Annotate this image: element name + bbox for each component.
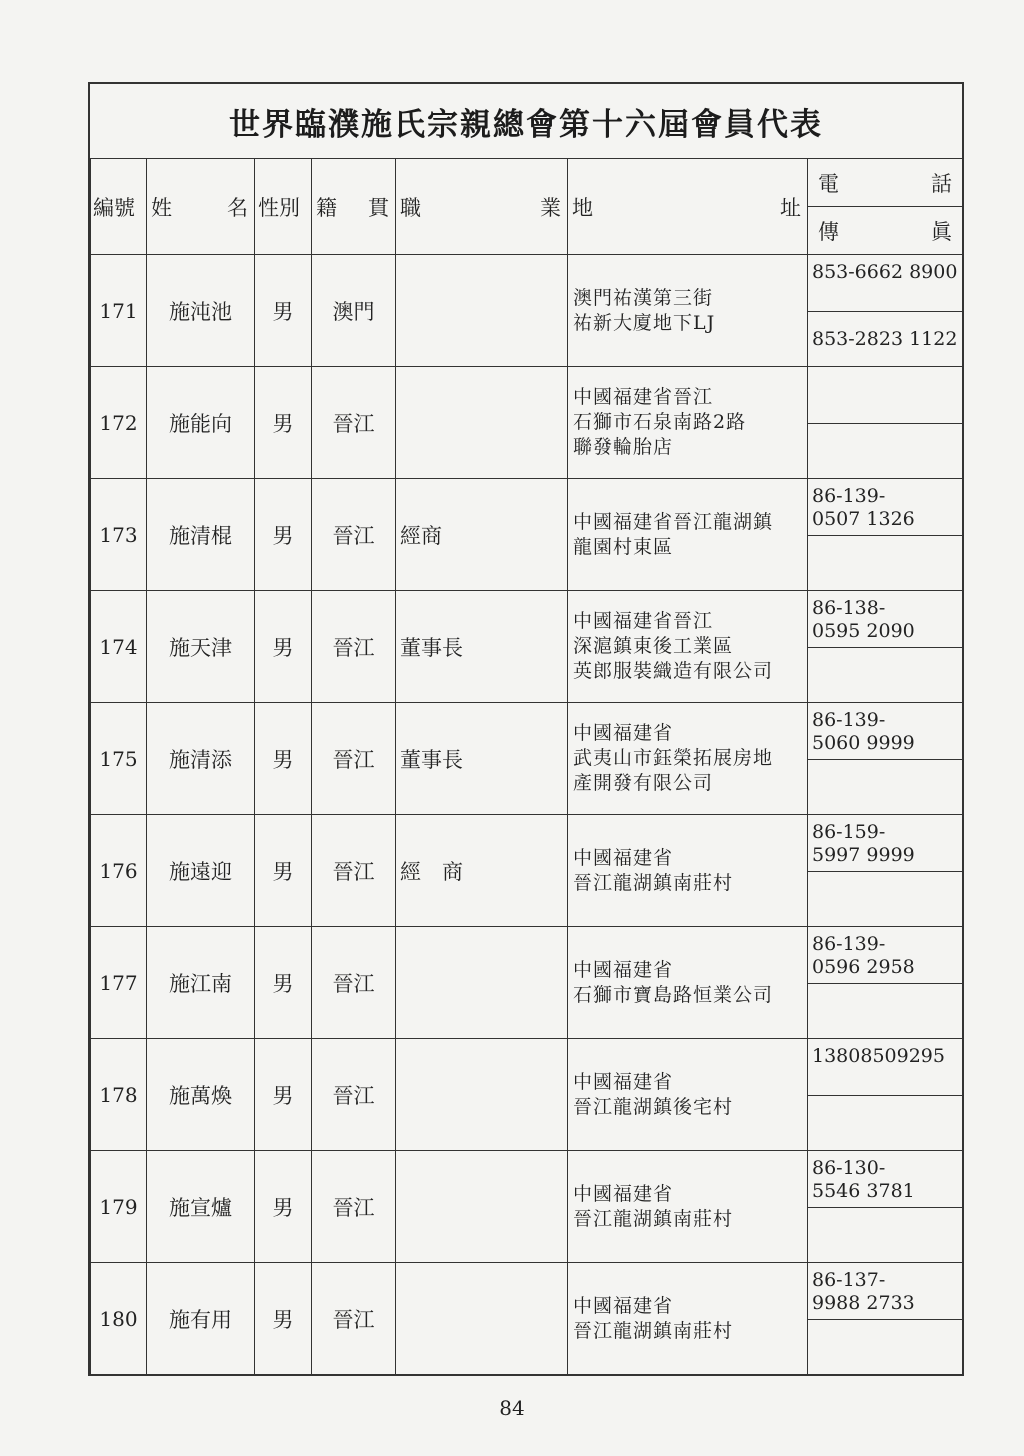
member-origin: 晉江 <box>312 1151 396 1263</box>
member-phone <box>808 367 963 424</box>
address-line: 晉江龍湖鎮南莊村 <box>573 871 734 894</box>
member-origin: 晉江 <box>312 367 396 479</box>
address-line: 英郎服裝織造有限公司 <box>573 660 774 682</box>
header-gender: 性別 <box>255 159 312 255</box>
table-body <box>91 255 963 1375</box>
row-number: 180 <box>91 1263 147 1375</box>
member-origin: 晉江 <box>312 591 396 703</box>
phone-line: 86-137- <box>812 1269 886 1291</box>
member-name: 施清棍 <box>147 479 255 591</box>
address-line: 中國福建省 <box>573 722 674 744</box>
member-phone <box>808 591 963 648</box>
address-line: 晉江龍湖鎮南莊村 <box>573 1207 734 1230</box>
address-line: 中國福建省晉江龍湖鎮 <box>573 510 774 533</box>
member-name: 施清添 <box>147 703 255 815</box>
member-address <box>568 1039 808 1151</box>
member-gender: 男 <box>255 479 312 591</box>
member-occupation <box>396 927 568 1039</box>
phone-line: 5546 3781 <box>812 1180 915 1202</box>
address-line: 聯發輪胎店 <box>573 436 674 458</box>
row-number: 179 <box>91 1151 147 1263</box>
member-name: 施江南 <box>147 927 255 1039</box>
header-name: 姓 名 <box>147 159 255 255</box>
member-fax <box>808 760 963 815</box>
member-occupation: 董事長 <box>396 703 568 815</box>
header-address: 地 址 <box>568 159 808 255</box>
member-address <box>568 367 808 479</box>
row-number: 178 <box>91 1039 147 1151</box>
phone-line: 86-139- <box>812 485 886 507</box>
address-line: 深滬鎮東後工業區 <box>573 635 734 657</box>
page-number: 84 <box>499 1396 525 1420</box>
member-phone <box>808 479 963 536</box>
address-line: 中國福建省 <box>573 846 674 869</box>
phone-line: 0595 2090 <box>812 620 915 642</box>
row-number: 172 <box>91 367 147 479</box>
table-row <box>91 815 963 872</box>
member-gender: 男 <box>255 255 312 367</box>
phone-line: 5060 9999 <box>812 732 915 754</box>
member-occupation <box>396 367 568 479</box>
address-line: 中國福建省 <box>573 958 674 981</box>
member-origin: 晉江 <box>312 479 396 591</box>
member-table <box>90 158 963 1375</box>
member-phone <box>808 927 963 984</box>
row-number: 173 <box>91 479 147 591</box>
address-line: 石獅市石泉南路2路 <box>573 411 747 433</box>
member-fax <box>808 424 963 479</box>
member-phone <box>808 1151 963 1208</box>
member-name: 施有用 <box>147 1263 255 1375</box>
table-row <box>91 255 963 312</box>
member-address <box>568 591 808 703</box>
phone-line: 86-159- <box>812 821 886 843</box>
member-fax <box>808 872 963 927</box>
table-row <box>91 927 963 984</box>
member-address <box>568 927 808 1039</box>
header-occupation: 職 業 <box>396 159 568 255</box>
address-line: 武夷山市鈺榮拓展房地 <box>573 747 774 769</box>
address-line: 晉江龍湖鎮南莊村 <box>573 1319 734 1342</box>
header-phone: 電 話 <box>808 159 963 207</box>
member-origin: 晉江 <box>312 1039 396 1151</box>
header-fax: 傳 眞 <box>808 207 963 255</box>
member-name: 施能向 <box>147 367 255 479</box>
address-line: 中國福建省 <box>573 1182 674 1205</box>
address-line: 中國福建省 <box>573 1294 674 1317</box>
member-address <box>568 1263 808 1375</box>
address-line: 石獅市寶島路恒業公司 <box>573 983 774 1006</box>
header-num: 編號 <box>91 159 147 255</box>
phone-line: 86-139- <box>812 933 886 955</box>
member-gender: 男 <box>255 815 312 927</box>
member-phone <box>808 815 963 872</box>
table-row <box>91 1263 963 1320</box>
member-name: 施宣爐 <box>147 1151 255 1263</box>
member-gender: 男 <box>255 591 312 703</box>
member-address <box>568 255 808 367</box>
member-gender: 男 <box>255 1151 312 1263</box>
member-phone <box>808 703 963 760</box>
member-origin: 晉江 <box>312 927 396 1039</box>
member-fax <box>808 536 963 591</box>
member-origin: 晉江 <box>312 815 396 927</box>
member-fax <box>808 648 963 703</box>
row-number: 176 <box>91 815 147 927</box>
member-gender: 男 <box>255 1039 312 1151</box>
phone-line: 5997 9999 <box>812 844 915 866</box>
member-occupation <box>396 1263 568 1375</box>
member-name: 施萬煥 <box>147 1039 255 1151</box>
table-row <box>91 591 963 648</box>
member-name: 施沌池 <box>147 255 255 367</box>
member-fax <box>808 1096 963 1151</box>
member-occupation: 經 商 <box>396 815 568 927</box>
member-phone <box>808 1263 963 1320</box>
page-title: 世界臨濮施氏宗親總會第十六屆會員代表 <box>229 106 823 143</box>
table-row <box>91 479 963 536</box>
member-gender: 男 <box>255 927 312 1039</box>
member-fax <box>808 1208 963 1263</box>
member-occupation: 董事長 <box>396 591 568 703</box>
row-number: 177 <box>91 927 147 1039</box>
address-line: 中國福建省晉江 <box>573 610 714 632</box>
member-origin: 晉江 <box>312 703 396 815</box>
table-row <box>91 367 963 424</box>
phone-line: 0507 1326 <box>812 508 915 530</box>
phone-line: 13808509295 <box>812 1045 945 1067</box>
member-gender: 男 <box>255 1263 312 1375</box>
table-row <box>91 1039 963 1096</box>
member-origin: 晉江 <box>312 1263 396 1375</box>
member-fax <box>808 1320 963 1375</box>
member-phone <box>808 255 963 312</box>
member-address <box>568 479 808 591</box>
address-line: 產開發有限公司 <box>573 772 714 794</box>
row-number: 171 <box>91 255 147 367</box>
address-line: 祐新大廈地下LJ <box>573 311 716 334</box>
address-line: 澳門祐漢第三街 <box>573 286 714 309</box>
address-line: 晉江龍湖鎮後宅村 <box>573 1095 734 1118</box>
phone-line: 9988 2733 <box>812 1292 915 1314</box>
phone-line: 0596 2958 <box>812 956 915 978</box>
member-occupation <box>396 255 568 367</box>
row-number: 175 <box>91 703 147 815</box>
phone-line: 86-139- <box>812 709 886 731</box>
member-fax: 853-2823 1122 <box>808 312 963 367</box>
member-gender: 男 <box>255 703 312 815</box>
member-address <box>568 1151 808 1263</box>
member-address <box>568 703 808 815</box>
address-line: 中國福建省晉江 <box>573 386 714 408</box>
member-occupation <box>396 1039 568 1151</box>
row-number: 174 <box>91 591 147 703</box>
table-row <box>91 703 963 760</box>
member-occupation: 經商 <box>396 479 568 591</box>
phone-line: 86-130- <box>812 1157 886 1179</box>
address-line: 中國福建省 <box>573 1070 674 1093</box>
phone-line: 86-138- <box>812 597 886 619</box>
member-gender: 男 <box>255 367 312 479</box>
member-name: 施遠迎 <box>147 815 255 927</box>
header-row <box>91 159 963 207</box>
table-frame <box>88 82 964 1376</box>
address-line: 龍園村東區 <box>573 535 674 558</box>
member-fax <box>808 984 963 1039</box>
member-origin: 澳門 <box>312 255 396 367</box>
phone-line: 853-6662 8900 <box>812 261 958 283</box>
member-occupation <box>396 1151 568 1263</box>
member-name: 施天津 <box>147 591 255 703</box>
member-phone <box>808 1039 963 1096</box>
member-address <box>568 815 808 927</box>
table-row <box>91 1151 963 1208</box>
header-origin: 籍 貫 <box>312 159 396 255</box>
